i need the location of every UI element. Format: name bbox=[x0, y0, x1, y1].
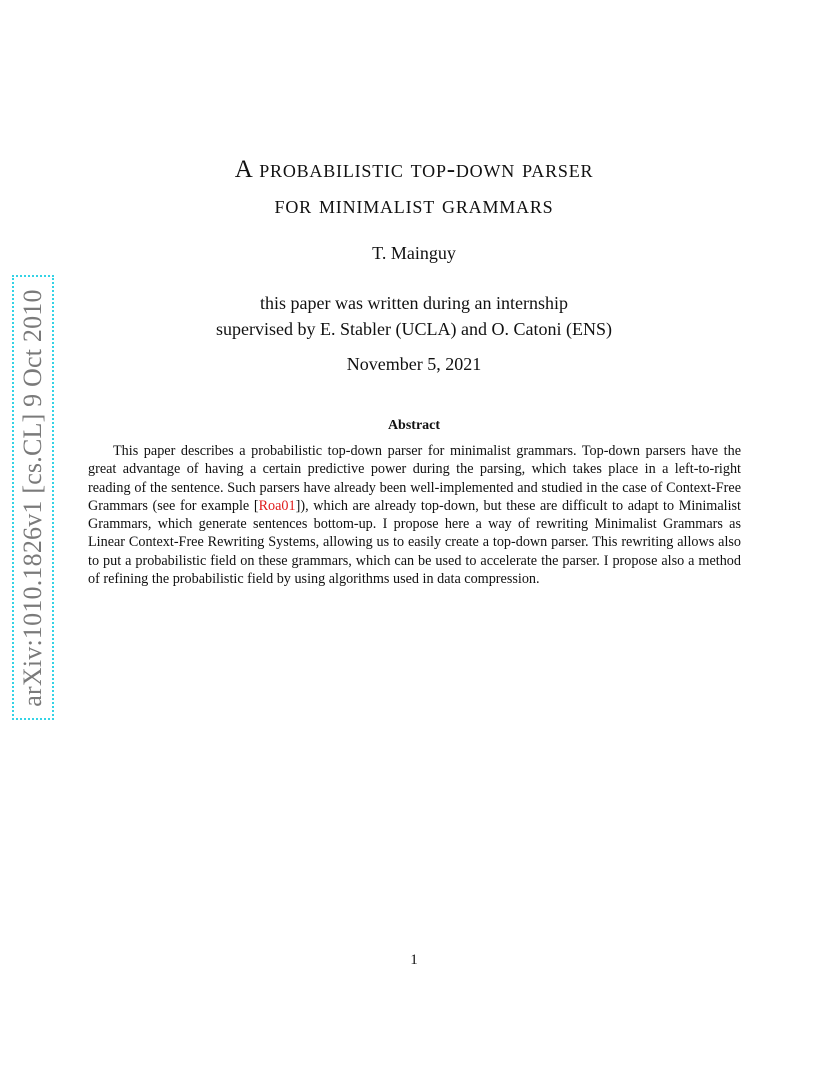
paper-title bbox=[0, 152, 828, 224]
abstract-heading: Abstract bbox=[387, 418, 441, 433]
note-line-2: supervised by E. Stabler (UCLA) and O. Catoni (ENS) bbox=[216, 319, 612, 339]
author-name: T. Mainguy bbox=[372, 243, 456, 263]
author-note bbox=[0, 290, 828, 342]
citation-link[interactable]: Roa01 bbox=[258, 497, 296, 514]
abstract-text-part-2: ]), which are already top-down, but these are difficult to adapt to Minimalist Grammars, which generate sentences bottom-up. I propose here a way of rewriting Minimalist Grammars as Linear Context-Free Rewriting Systems, allowing us to easily create a top-down parser. This rewriting allows also to put a probabilistic field on these grammars, which can be used to accelerate the parser. I propose also a method of refining the probabilistic field by using algorithms used in data compression. bbox=[88, 497, 741, 588]
paper-date: November 5, 2021 bbox=[346, 354, 482, 374]
title-line-2: for minimalist grammars bbox=[274, 192, 554, 219]
page-number: 1 bbox=[410, 952, 418, 968]
abstract-body bbox=[88, 442, 741, 588]
arxiv-identifier[interactable]: arXiv:1010.1826v1 [cs.CL] 9 Oct 2010 bbox=[18, 288, 47, 707]
abstract-text-part-1: This paper describes a probabilistic top-down parser for minimalist grammars. Top-down parsers have the great advantage of having a certain predictive power during the parsing, which takes place in a left-to-right reading of the sentence. Such parsers have already been well-implemented and studied in the case of Context-Free Grammars (see for example [ bbox=[88, 443, 741, 514]
note-line-1: this paper was written during an internship bbox=[260, 293, 568, 313]
title-line-1: A probabilistic top-down parser bbox=[234, 156, 594, 183]
